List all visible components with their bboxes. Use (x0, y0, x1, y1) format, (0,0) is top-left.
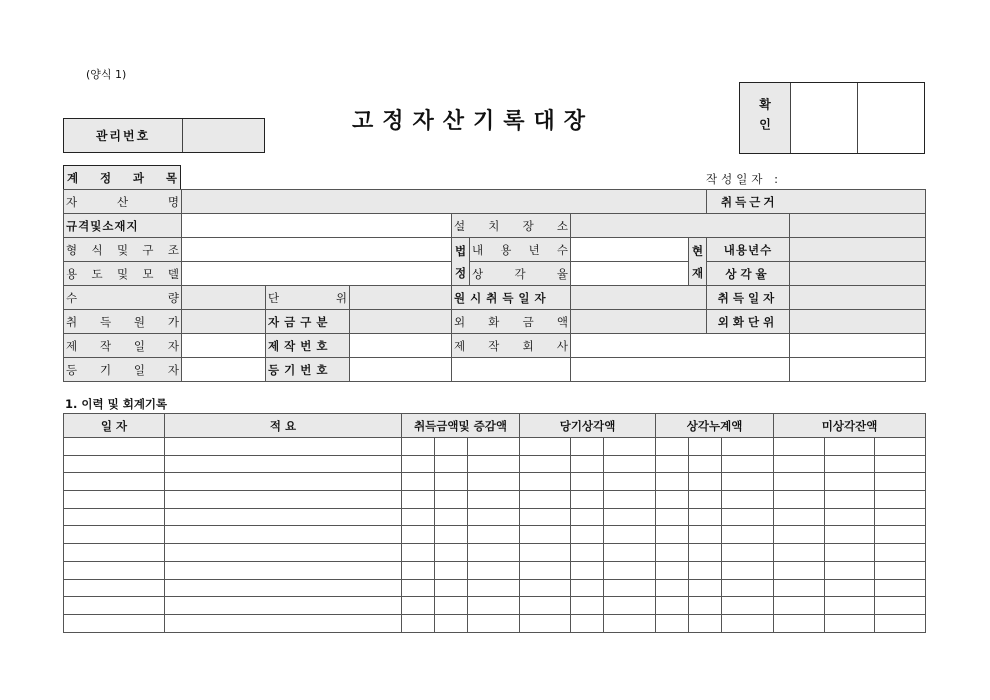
table-cell[interactable] (825, 455, 875, 473)
table-row (64, 597, 926, 615)
table-cell[interactable] (774, 614, 825, 632)
management-number-box (63, 118, 265, 153)
table-cell[interactable] (689, 491, 722, 509)
blank-cell[interactable] (452, 358, 571, 382)
table-cell[interactable] (656, 438, 689, 456)
legal-depreciation-rate-label: 상 각 율 (470, 262, 571, 286)
table-cell[interactable] (604, 473, 656, 491)
type-structure-label: 형 식 및 구 조 (64, 238, 182, 262)
original-acq-date-label: 원시취득일자 (452, 286, 571, 310)
table-cell[interactable] (722, 597, 774, 615)
table-cell[interactable] (689, 614, 722, 632)
manufacture-date-field[interactable] (182, 334, 266, 358)
acquisition-cost-label: 취 득 원 가 (64, 310, 182, 334)
table-cell[interactable] (774, 438, 825, 456)
table-cell[interactable] (656, 508, 689, 526)
table-cell[interactable] (571, 544, 604, 562)
legal-useful-life-field[interactable] (571, 238, 689, 262)
table-cell[interactable] (435, 491, 468, 509)
table-cell[interactable] (64, 544, 165, 562)
table-cell[interactable] (604, 508, 656, 526)
unit-field[interactable] (350, 286, 452, 310)
history-section-title: 1. 이력 및 회계기록 (65, 397, 168, 411)
foreign-amount-label: 외 화 금 액 (452, 310, 571, 334)
table-cell[interactable] (402, 473, 435, 491)
table-cell[interactable] (402, 597, 435, 615)
table-cell[interactable] (468, 614, 520, 632)
table-cell[interactable] (656, 579, 689, 597)
use-model-field[interactable] (182, 262, 452, 286)
table-cell[interactable] (64, 438, 165, 456)
table-cell[interactable] (165, 508, 402, 526)
manufacturer-extra-field[interactable] (790, 334, 926, 358)
table-cell[interactable] (722, 455, 774, 473)
creation-date-label: 작성일자 : (706, 172, 782, 186)
legal-label: 법정 (452, 238, 470, 286)
table-cell[interactable] (165, 544, 402, 562)
table-cell[interactable] (165, 597, 402, 615)
table-row (64, 579, 926, 597)
manufacture-no-field[interactable] (350, 334, 452, 358)
table-cell[interactable] (468, 597, 520, 615)
current-depreciation-rate-field[interactable] (790, 262, 926, 286)
table-cell[interactable] (571, 508, 604, 526)
table-cell[interactable] (604, 455, 656, 473)
table-cell[interactable] (875, 561, 926, 579)
table-row (64, 438, 926, 456)
table-cell[interactable] (520, 561, 571, 579)
table-cell[interactable] (468, 455, 520, 473)
table-cell[interactable] (571, 455, 604, 473)
table-cell[interactable] (604, 544, 656, 562)
table-cell[interactable] (722, 491, 774, 509)
table-cell[interactable] (468, 491, 520, 509)
confirm-signature-1[interactable] (791, 83, 858, 153)
table-cell[interactable] (656, 597, 689, 615)
table-cell[interactable] (825, 508, 875, 526)
foreign-amount-field[interactable] (571, 310, 707, 334)
column-header: 적 요 (165, 414, 402, 438)
table-cell[interactable] (689, 508, 722, 526)
quantity-field[interactable] (182, 286, 266, 310)
confirm-box (739, 82, 925, 154)
table-cell[interactable] (402, 491, 435, 509)
table-cell[interactable] (604, 614, 656, 632)
foreign-unit-label: 외화단위 (707, 310, 790, 334)
table-cell[interactable] (64, 561, 165, 579)
table-cell[interactable] (604, 491, 656, 509)
table-cell[interactable] (689, 579, 722, 597)
table-cell[interactable] (435, 614, 468, 632)
table-cell[interactable] (435, 597, 468, 615)
type-structure-field[interactable] (182, 238, 452, 262)
current-label: 현재 (689, 238, 707, 286)
table-cell[interactable] (774, 544, 825, 562)
table-cell[interactable] (689, 438, 722, 456)
blank-cell[interactable] (571, 358, 790, 382)
table-cell[interactable] (468, 526, 520, 544)
table-cell[interactable] (165, 491, 402, 509)
table-cell[interactable] (435, 473, 468, 491)
table-cell[interactable] (571, 579, 604, 597)
table-cell[interactable] (604, 526, 656, 544)
current-useful-life-field[interactable] (790, 238, 926, 262)
history-table (63, 413, 926, 633)
manufacture-no-label: 제작번호 (266, 334, 350, 358)
unit-label: 단 위 (266, 286, 350, 310)
current-depreciation-rate-label: 상각율 (707, 262, 790, 286)
registration-date-label: 등 기 일 자 (64, 358, 182, 382)
table-cell[interactable] (689, 561, 722, 579)
table-cell[interactable] (825, 491, 875, 509)
table-cell[interactable] (165, 614, 402, 632)
use-model-label: 용 도 및 모 델 (64, 262, 182, 286)
table-cell[interactable] (165, 526, 402, 544)
table-cell[interactable] (875, 438, 926, 456)
table-cell[interactable] (468, 508, 520, 526)
table-cell[interactable] (604, 561, 656, 579)
legal-useful-life-label: 내 용 년 수 (470, 238, 571, 262)
table-cell[interactable] (64, 473, 165, 491)
table-cell[interactable] (689, 526, 722, 544)
acquisition-basis-field[interactable] (790, 214, 926, 238)
table-cell[interactable] (875, 455, 926, 473)
original-acq-date-field[interactable] (571, 286, 707, 310)
table-cell[interactable] (656, 614, 689, 632)
table-row (64, 491, 926, 509)
table-cell[interactable] (656, 526, 689, 544)
foreign-unit-field[interactable] (790, 310, 926, 334)
table-row (64, 544, 926, 562)
table-cell[interactable] (402, 455, 435, 473)
table-cell[interactable] (774, 455, 825, 473)
column-header: 당기상각액 (520, 414, 656, 438)
table-cell[interactable] (520, 526, 571, 544)
table-cell[interactable] (64, 455, 165, 473)
table-cell[interactable] (604, 438, 656, 456)
table-cell[interactable] (520, 491, 571, 509)
table-cell[interactable] (875, 473, 926, 491)
table-cell[interactable] (875, 597, 926, 615)
table-cell[interactable] (656, 561, 689, 579)
table-cell[interactable] (520, 614, 571, 632)
history-rows (64, 438, 926, 633)
table-cell[interactable] (722, 438, 774, 456)
table-cell[interactable] (774, 561, 825, 579)
column-header: 취득금액및 증감액 (402, 414, 520, 438)
registration-date-field[interactable] (182, 358, 266, 382)
table-cell[interactable] (825, 473, 875, 491)
table-cell[interactable] (689, 597, 722, 615)
table-cell[interactable] (165, 473, 402, 491)
table-cell[interactable] (468, 579, 520, 597)
table-cell[interactable] (825, 438, 875, 456)
table-cell[interactable] (520, 597, 571, 615)
table-cell[interactable] (165, 438, 402, 456)
table-cell[interactable] (520, 508, 571, 526)
table-cell[interactable] (656, 491, 689, 509)
table-cell[interactable] (722, 473, 774, 491)
table-row (64, 508, 926, 526)
table-row (64, 561, 926, 579)
table-cell[interactable] (520, 544, 571, 562)
table-cell[interactable] (468, 473, 520, 491)
spec-location-field[interactable] (182, 214, 452, 238)
account-label: 계 정 과 목 (63, 165, 181, 189)
table-cell[interactable] (875, 579, 926, 597)
registration-no-field[interactable] (350, 358, 452, 382)
table-cell[interactable] (435, 508, 468, 526)
table-cell[interactable] (825, 561, 875, 579)
table-cell[interactable] (774, 508, 825, 526)
blank-cell[interactable] (790, 358, 926, 382)
table-cell[interactable] (571, 473, 604, 491)
quantity-label: 수 량 (64, 286, 182, 310)
table-cell[interactable] (435, 438, 468, 456)
table-cell[interactable] (520, 455, 571, 473)
registration-no-label: 등기번호 (266, 358, 350, 382)
table-cell[interactable] (435, 561, 468, 579)
table-cell[interactable] (722, 526, 774, 544)
table-cell[interactable] (64, 508, 165, 526)
table-cell[interactable] (435, 579, 468, 597)
table-cell[interactable] (689, 473, 722, 491)
table-cell[interactable] (875, 526, 926, 544)
table-cell[interactable] (402, 544, 435, 562)
asset-info-table (63, 189, 926, 382)
table-cell[interactable] (774, 597, 825, 615)
table-cell[interactable] (689, 544, 722, 562)
table-cell[interactable] (571, 614, 604, 632)
asset-name-label: 자 산 명 (64, 190, 182, 214)
table-cell[interactable] (468, 561, 520, 579)
management-number-label: 관리번호 (64, 119, 183, 152)
document-title: 고정자산기록대장 (352, 109, 595, 134)
table-row (64, 614, 926, 632)
table-cell[interactable] (165, 455, 402, 473)
table-cell[interactable] (520, 438, 571, 456)
asset-name-field[interactable] (182, 190, 707, 214)
table-cell[interactable] (571, 597, 604, 615)
table-cell[interactable] (402, 579, 435, 597)
table-cell[interactable] (656, 455, 689, 473)
table-cell[interactable] (435, 526, 468, 544)
table-cell[interactable] (402, 508, 435, 526)
table-cell[interactable] (520, 579, 571, 597)
table-cell[interactable] (402, 438, 435, 456)
table-cell[interactable] (435, 455, 468, 473)
table-cell[interactable] (520, 473, 571, 491)
install-location-label: 설 치 장 소 (452, 214, 571, 238)
confirm-signature-2[interactable] (858, 83, 924, 153)
table-cell[interactable] (604, 597, 656, 615)
table-cell[interactable] (165, 561, 402, 579)
table-cell[interactable] (656, 544, 689, 562)
table-cell[interactable] (64, 491, 165, 509)
table-cell[interactable] (402, 614, 435, 632)
fund-type-field[interactable] (350, 310, 452, 334)
install-location-field[interactable] (571, 214, 790, 238)
table-cell[interactable] (722, 508, 774, 526)
table-cell[interactable] (402, 526, 435, 544)
manufacturer-field[interactable] (571, 334, 790, 358)
current-useful-life-label: 내용년수 (707, 238, 790, 262)
acquisition-date-label: 취득일자 (707, 286, 790, 310)
table-cell[interactable] (468, 544, 520, 562)
table-cell[interactable] (402, 561, 435, 579)
table-cell[interactable] (165, 579, 402, 597)
table-cell[interactable] (571, 438, 604, 456)
table-cell[interactable] (689, 455, 722, 473)
table-cell[interactable] (774, 579, 825, 597)
table-cell[interactable] (774, 526, 825, 544)
table-cell[interactable] (875, 614, 926, 632)
table-cell[interactable] (825, 614, 875, 632)
table-cell[interactable] (64, 614, 165, 632)
table-cell[interactable] (825, 544, 875, 562)
table-cell[interactable] (722, 614, 774, 632)
table-cell[interactable] (571, 561, 604, 579)
table-cell[interactable] (875, 508, 926, 526)
acquisition-cost-field[interactable] (182, 310, 266, 334)
table-cell[interactable] (64, 526, 165, 544)
confirm-label: 확인 (740, 83, 791, 153)
table-cell[interactable] (64, 597, 165, 615)
table-row (64, 473, 926, 491)
spec-location-label: 규격및소재지 (64, 214, 182, 238)
manufacturer-label: 제 작 회 사 (452, 334, 571, 358)
column-header: 미상각잔액 (774, 414, 926, 438)
legal-depreciation-rate-field[interactable] (571, 262, 689, 286)
table-cell[interactable] (774, 491, 825, 509)
table-cell[interactable] (571, 526, 604, 544)
table-row (64, 455, 926, 473)
table-cell[interactable] (825, 597, 875, 615)
table-cell[interactable] (825, 526, 875, 544)
form-number: (양식 1) (86, 68, 127, 81)
table-cell[interactable] (875, 544, 926, 562)
table-cell[interactable] (604, 579, 656, 597)
table-cell[interactable] (571, 491, 604, 509)
manufacture-date-label: 제 작 일 자 (64, 334, 182, 358)
table-cell[interactable] (825, 579, 875, 597)
table-cell[interactable] (656, 473, 689, 491)
table-cell[interactable] (722, 544, 774, 562)
acquisition-date-field[interactable] (790, 286, 926, 310)
table-cell[interactable] (64, 579, 165, 597)
table-cell[interactable] (774, 473, 825, 491)
table-cell[interactable] (722, 561, 774, 579)
acquisition-basis-label: 취득근거 (707, 190, 926, 214)
table-row (64, 526, 926, 544)
table-cell[interactable] (468, 438, 520, 456)
management-number-field[interactable] (183, 119, 264, 152)
table-cell[interactable] (875, 491, 926, 509)
table-cell[interactable] (722, 579, 774, 597)
table-cell[interactable] (435, 544, 468, 562)
column-header: 일 자 (64, 414, 165, 438)
fund-type-label: 자금구분 (266, 310, 350, 334)
column-header: 상각누계액 (656, 414, 774, 438)
